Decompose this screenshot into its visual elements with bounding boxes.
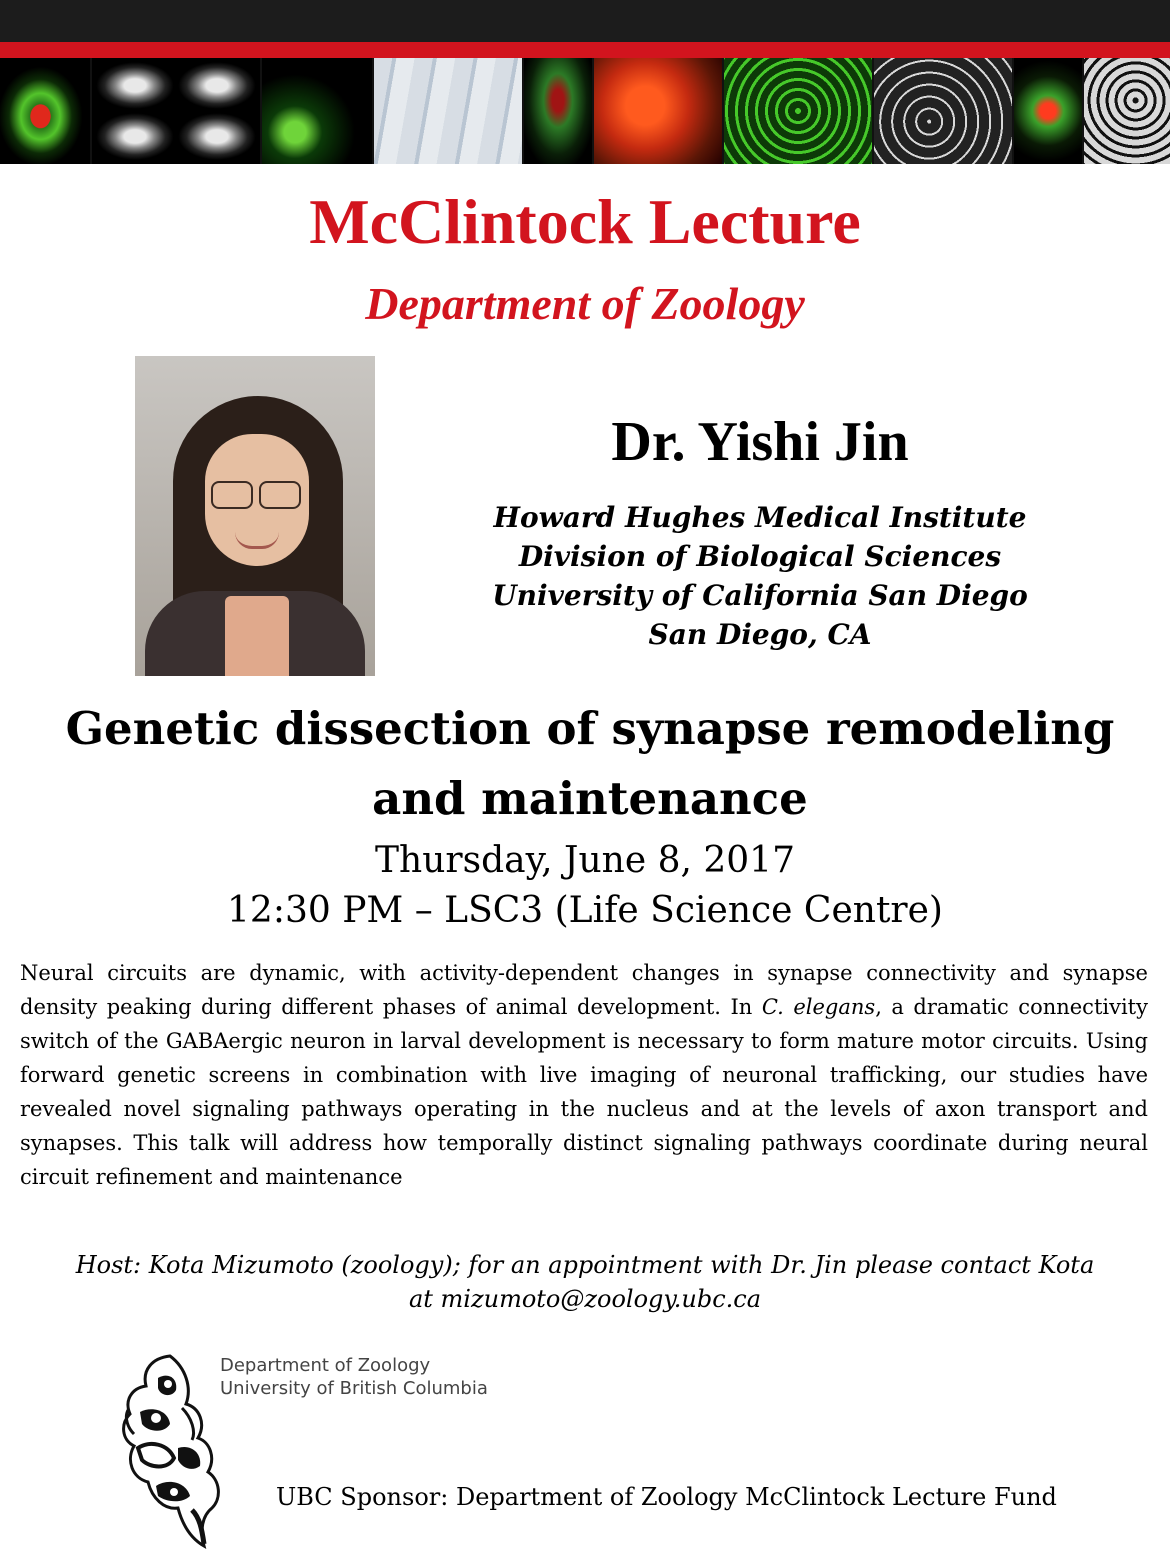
banner-image-embryo bbox=[0, 58, 92, 164]
banner-image-grid bbox=[92, 58, 262, 164]
abstract-text bbox=[20, 956, 1148, 1194]
banner-image-red-cells bbox=[594, 58, 724, 164]
sponsor-line: UBC Sponsor: Department of Zoology McClintock Lecture Fund bbox=[276, 1483, 1057, 1511]
logo-caption-line: University of British Columbia bbox=[220, 1378, 488, 1399]
ubc-zoology-logo-icon bbox=[112, 1348, 232, 1553]
species-name: C. elegans bbox=[761, 995, 876, 1019]
speaker-photo bbox=[135, 356, 375, 676]
affiliation-line: Division of Biological Sciences bbox=[518, 540, 1002, 573]
top-red-bar bbox=[0, 42, 1170, 58]
host-info bbox=[20, 1248, 1150, 1316]
host-email-line: at mizumoto@zoology.ubc.ca bbox=[408, 1285, 762, 1313]
lecture-title: McClintock Lecture bbox=[309, 186, 861, 257]
banner-image-mono bbox=[1084, 58, 1170, 164]
host-line: Host: Kota Mizumoto (zoology); for an appointment with Dr. Jin please contact Kota bbox=[75, 1251, 1095, 1279]
speaker-affiliation bbox=[460, 498, 1060, 654]
department-subtitle: Department of Zoology bbox=[365, 278, 805, 329]
talk-title-line: and maintenance bbox=[372, 772, 808, 825]
banner-image-neurons bbox=[1014, 58, 1084, 164]
banner-image-green-network bbox=[724, 58, 874, 164]
affiliation-line: San Diego, CA bbox=[648, 618, 872, 651]
talk-title-line: Genetic dissection of synapse remodeling bbox=[65, 702, 1115, 755]
abstract-part: , a dramatic connectivity switch of the GABAergic neuron in larval development is necessary to form mature motor circuits. Using forward genetic screens in combination with live imaging of neuronal trafficking, our studies have revealed novel signaling pathways operating in the nucleus and at the levels of axon transport and synapses. This talk will address how temporally distinct signaling pathways coordinate during neural circuit refinement and maintenance bbox=[20, 995, 1148, 1189]
banner-image-tissue bbox=[374, 58, 524, 164]
banner-image-worm bbox=[262, 58, 374, 164]
logo-caption-line: Department of Zoology bbox=[220, 1355, 431, 1376]
logo-caption bbox=[220, 1354, 488, 1400]
affiliation-line: Howard Hughes Medical Institute bbox=[493, 501, 1027, 534]
top-dark-bar bbox=[0, 0, 1170, 42]
talk-time-location: 12:30 PM – LSC3 (Life Science Centre) bbox=[227, 890, 943, 931]
talk-date: Thursday, June 8, 2017 bbox=[375, 840, 795, 881]
speaker-name: Dr. Yishi Jin bbox=[611, 411, 909, 473]
banner-image-cells bbox=[524, 58, 594, 164]
affiliation-line: University of California San Diego bbox=[492, 579, 1028, 612]
microscopy-banner bbox=[0, 58, 1170, 164]
abstract-part: Neural circuits are dynamic, with activity-dependent changes in synapse connectivity and synapse density peaking during different phases of animal development. In bbox=[20, 961, 1148, 1019]
banner-image-grey-network bbox=[874, 58, 1014, 164]
talk-title bbox=[40, 694, 1140, 834]
